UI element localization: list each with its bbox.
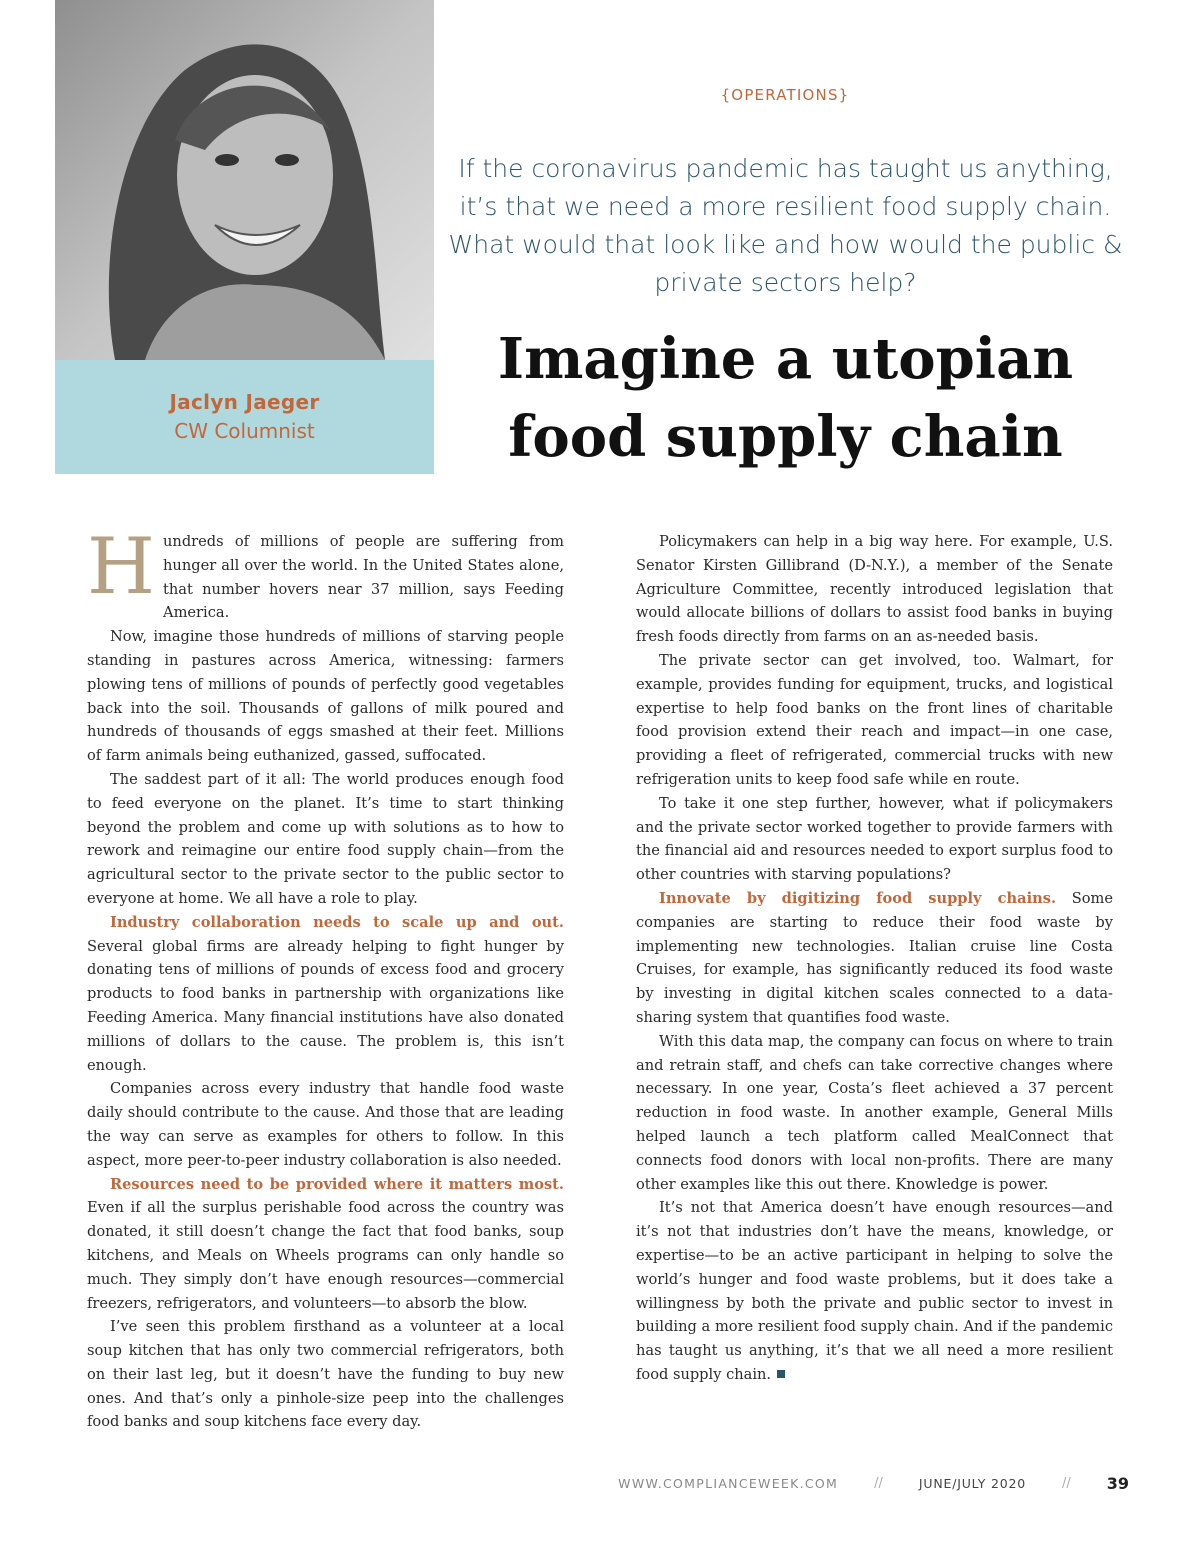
- footer-separator: //: [874, 1475, 883, 1491]
- paragraph-text: It’s not that America doesn’t have enough resources—and it’s not that industries don’t have the means, knowledge, or expertise—to be an active participant in helping to solve the world’s hunger and food waste problems, but it does take a willingness by both the private and public sector to invest in building a more resilient food supply chain. And if the pandemic has taught us anything, it’s that we all need a more resilient food supply chain.: [636, 1199, 1113, 1383]
- left-column: [87, 522, 564, 1434]
- paragraph: [87, 522, 564, 625]
- footer-separator: //: [1061, 1475, 1071, 1491]
- section-tag: {OPERATIONS}: [720, 86, 850, 104]
- subhead-lead-in: Industry collaboration needs to scale up and out.: [110, 913, 564, 931]
- paragraph: [636, 887, 1113, 1030]
- author-name: Jaclyn Jaeger: [169, 390, 320, 414]
- page-number: 39: [1106, 1473, 1129, 1493]
- paragraph: With this data map, the company can focus on where to train and retrain staff, and chefs can take corrective changes where necessary. In one year, Costa’s fleet achieved a 37 percent reduction in food waste. In another example, General Mills helped launch a tech platform called MealConnect that connects food donors with local non-profits. There are many other examples like this out there. Knowledge is power.: [636, 1032, 1113, 1193]
- page-footer: [618, 1473, 1129, 1493]
- subhead-lead-in: Resources need to be provided where it matters most.: [110, 1175, 564, 1193]
- paragraph-text: Some companies are starting to reduce their food waste by implementing new technologies. Italian cruise line Costa Cruises, for example, has significantly reduced its food waste by investing in digital kitchen scales connected to a data-sharing system that quantifies food waste.: [636, 889, 1113, 1026]
- paragraph: [636, 1196, 1113, 1386]
- headline-line-1: Imagine a utopian: [497, 326, 1074, 392]
- end-of-article-mark: [777, 1370, 785, 1378]
- paragraph: The saddest part of it all: The world produces enough food to feed everyone on the planet. It’s time to start thinking beyond the problem and come up with solutions as to how to rework and reimagine our entire food supply chain—from the agricultural sector to the private sector to the public sector to everyone at home. We all have a role to play.: [87, 770, 564, 907]
- paragraph: [87, 1173, 564, 1316]
- paragraph: [87, 911, 564, 1078]
- article-headline: [448, 320, 1123, 476]
- paragraph-text: Several global firms are already helping to fight hunger by donating tens of millions of pounds of excess food and grocery products to food banks in partnership with organizations like Feeding America. Many financial institutions have also donated millions of dollars to the cause. The problem is, this isn’t enough.: [87, 937, 564, 1074]
- subhead-lead-in: Innovate by digitizing food supply chains.: [659, 889, 1057, 907]
- drop-cap: H: [87, 522, 156, 612]
- paragraph: The private sector can get involved, too. Walmart, for example, provides funding for equipment, trucks, and logistical expertise to help food banks on the front lines of charitable food provision extend their reach and impact—in one case, providing a fleet of refrigerated, commercial trucks with new refrigeration units to keep food safe while en route.: [636, 651, 1113, 788]
- paragraph: To take it one step further, however, what if policymakers and the private sector worked together to provide farmers with the financial aid and resources needed to export surplus food to other countries with starving populations?: [636, 794, 1113, 884]
- paragraph-text: Even if all the surplus perishable food across the country was donated, it still doesn’t change the fact that food banks, soup kitchens, and Meals on Wheels programs can only handle so much. They simply don’t have enough resources—commercial freezers, refrigerators, and volunteers—to absorb the blow.: [87, 1199, 564, 1312]
- author-role: CW Columnist: [174, 419, 315, 443]
- article-deck: If the coronavirus pandemic has taught us anything, it’s that we need a more resilient food supply chain. What would that look like and how would the public & private sectors help?: [448, 154, 1123, 297]
- paragraph: Policymakers can help in a big way here. For example, U.S. Senator Kirsten Gillibrand (D-N.Y.), a member of the Senate Agriculture Committee, recently introduced legislation that would allocate billions of dollars to assist food banks in buying fresh foods directly from farms on an as-needed basis.: [636, 533, 1113, 646]
- headline-line-2: food supply chain: [508, 404, 1063, 470]
- author-caption-box: [55, 360, 434, 474]
- right-column: [636, 530, 1113, 1387]
- paragraph: Now, imagine those hundreds of millions of starving people standing in pastures across America, witnessing: farmers plowing tens of millions of pounds of perfectly good vegetables back into the soil. Thousands of gallons of milk poured and hundreds of thousands of eggs smashed at their feet. Millions of farm animals being euthanized, gassed, suffocated.: [87, 628, 564, 765]
- author-photo: [55, 0, 434, 360]
- paragraph-text: undreds of millions of people are suffering from hunger all over the world. In the United States alone, that number hovers near 37 million, says Feeding America.: [163, 533, 564, 622]
- paragraph: Companies across every industry that handle food waste daily should contribute to the cause. And those that are leading the way can serve as examples for others to follow. In this aspect, more peer-to-peer industry collaboration is also needed.: [87, 1080, 564, 1169]
- footer-website: WWW.COMPLIANCEWEEK.COM: [618, 1475, 839, 1491]
- paragraph: I’ve seen this problem firsthand as a volunteer at a local soup kitchen that has only two commercial refrigerators, both on their last leg, but it doesn’t have the funding to buy new ones. And that’s only a pinhole-size peep into the challenges food banks and soup kitchens face every day.: [87, 1318, 564, 1431]
- footer-issue-date: JUNE/JULY 2020: [918, 1475, 1026, 1491]
- author-portrait-illustration: [55, 0, 434, 360]
